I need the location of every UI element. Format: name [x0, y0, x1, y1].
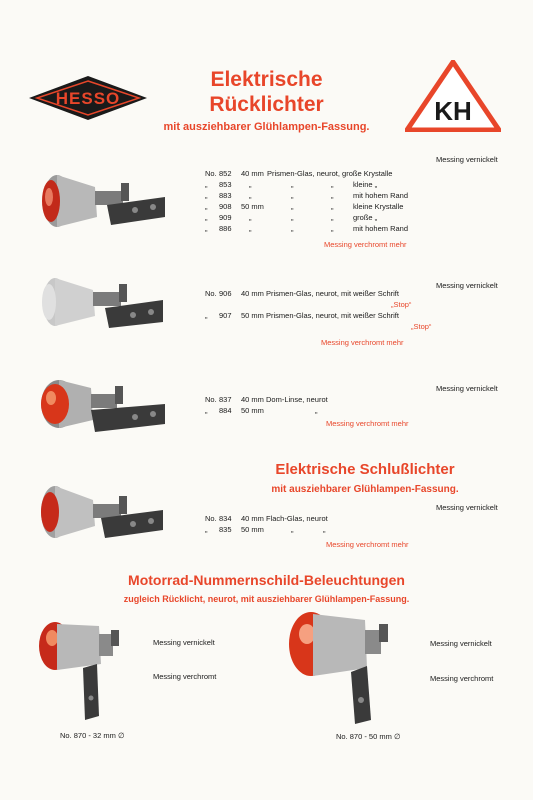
section1-extra: Messing verchromt mehr — [324, 240, 407, 249]
table-row-label: „Stop“ — [391, 300, 412, 309]
section-subtitle-motorrad: zugleich Rücklicht, neurot, mit ausziehbarer Glühlampen-Fassung. — [123, 594, 410, 604]
title-line1: Elektrische — [210, 68, 323, 91]
tail-light-image — [35, 478, 165, 553]
plate-light-image-50mm — [285, 602, 405, 727]
section2-extra: Messing verchromt mehr — [321, 338, 404, 347]
section-title-schlusslichter: Elektrische Schlußlichter — [275, 461, 455, 478]
table-row-label: „Stop“ — [411, 322, 432, 331]
rear-light-image-3 — [35, 370, 165, 445]
table-row: „ 884 50 mm „ — [205, 406, 318, 415]
table-row: „ 835 50 mm „ „ — [205, 525, 326, 534]
table-row: „ 908 50 mm „ „ kleine Krystalle — [205, 202, 404, 211]
left-material-1: Messing vernickelt — [153, 638, 215, 647]
table-row: No. 906 40 mm Prismen-Glas, neurot, mit weißer Schrift — [205, 289, 399, 298]
right-caption: No. 870 - 50 mm ∅ — [336, 732, 401, 741]
logo-kh-text: KH — [434, 96, 472, 126]
table-row: „ 886 „ „ „ mit hohem Rand — [205, 224, 409, 233]
plate-light-image-32mm — [35, 612, 135, 722]
section2-material: Messing vernickelt — [436, 281, 498, 290]
section4-table — [205, 513, 505, 543]
section1-material: Messing vernickelt — [436, 155, 498, 164]
subtitle: mit ausziehbarer Glühlampen-Fassung. — [163, 121, 370, 133]
section-title-motorrad: Motorrad-Nummernschild-Beleuchtungen — [128, 572, 405, 588]
table-row: No. 834 40 mm Flach-Glas, neurot — [205, 514, 328, 523]
section4-extra: Messing verchromt mehr — [326, 540, 409, 549]
table-row: No. 852 40 mm Prismen-Glas, neurot, große Krystalle — [205, 169, 393, 178]
right-material-1: Messing vernickelt — [430, 639, 492, 648]
left-material-2: Messing verchromt — [153, 672, 217, 681]
title-line2: Rücklichter — [209, 93, 324, 116]
section3-material: Messing vernickelt — [436, 384, 498, 393]
table-row: „ 853 „ „ „ kleine „ — [205, 180, 378, 189]
table-row: „ 883 „ „ „ mit hohem Rand — [205, 191, 409, 200]
section3-extra: Messing verchromt mehr — [326, 419, 409, 428]
section1-table — [205, 168, 505, 238]
section4-material: Messing vernickelt — [436, 503, 498, 512]
right-material-2: Messing verchromt — [430, 674, 494, 683]
rear-light-image-1 — [35, 165, 165, 240]
rear-light-image-2 — [35, 270, 165, 345]
table-row: „ 909 „ „ „ große „ — [205, 213, 378, 222]
left-caption: No. 870 - 32 mm ∅ — [60, 731, 125, 740]
section-subtitle-schlusslichter: mit ausziehbarer Glühlampen-Fassung. — [271, 484, 459, 495]
logo-text: HESSO — [55, 89, 121, 108]
table-row: „ 907 50 mm Prismen-Glas, neurot, mit weißer Schrift — [205, 311, 399, 320]
table-row: No. 837 40 mm Dom-Linse, neurot — [205, 395, 328, 404]
